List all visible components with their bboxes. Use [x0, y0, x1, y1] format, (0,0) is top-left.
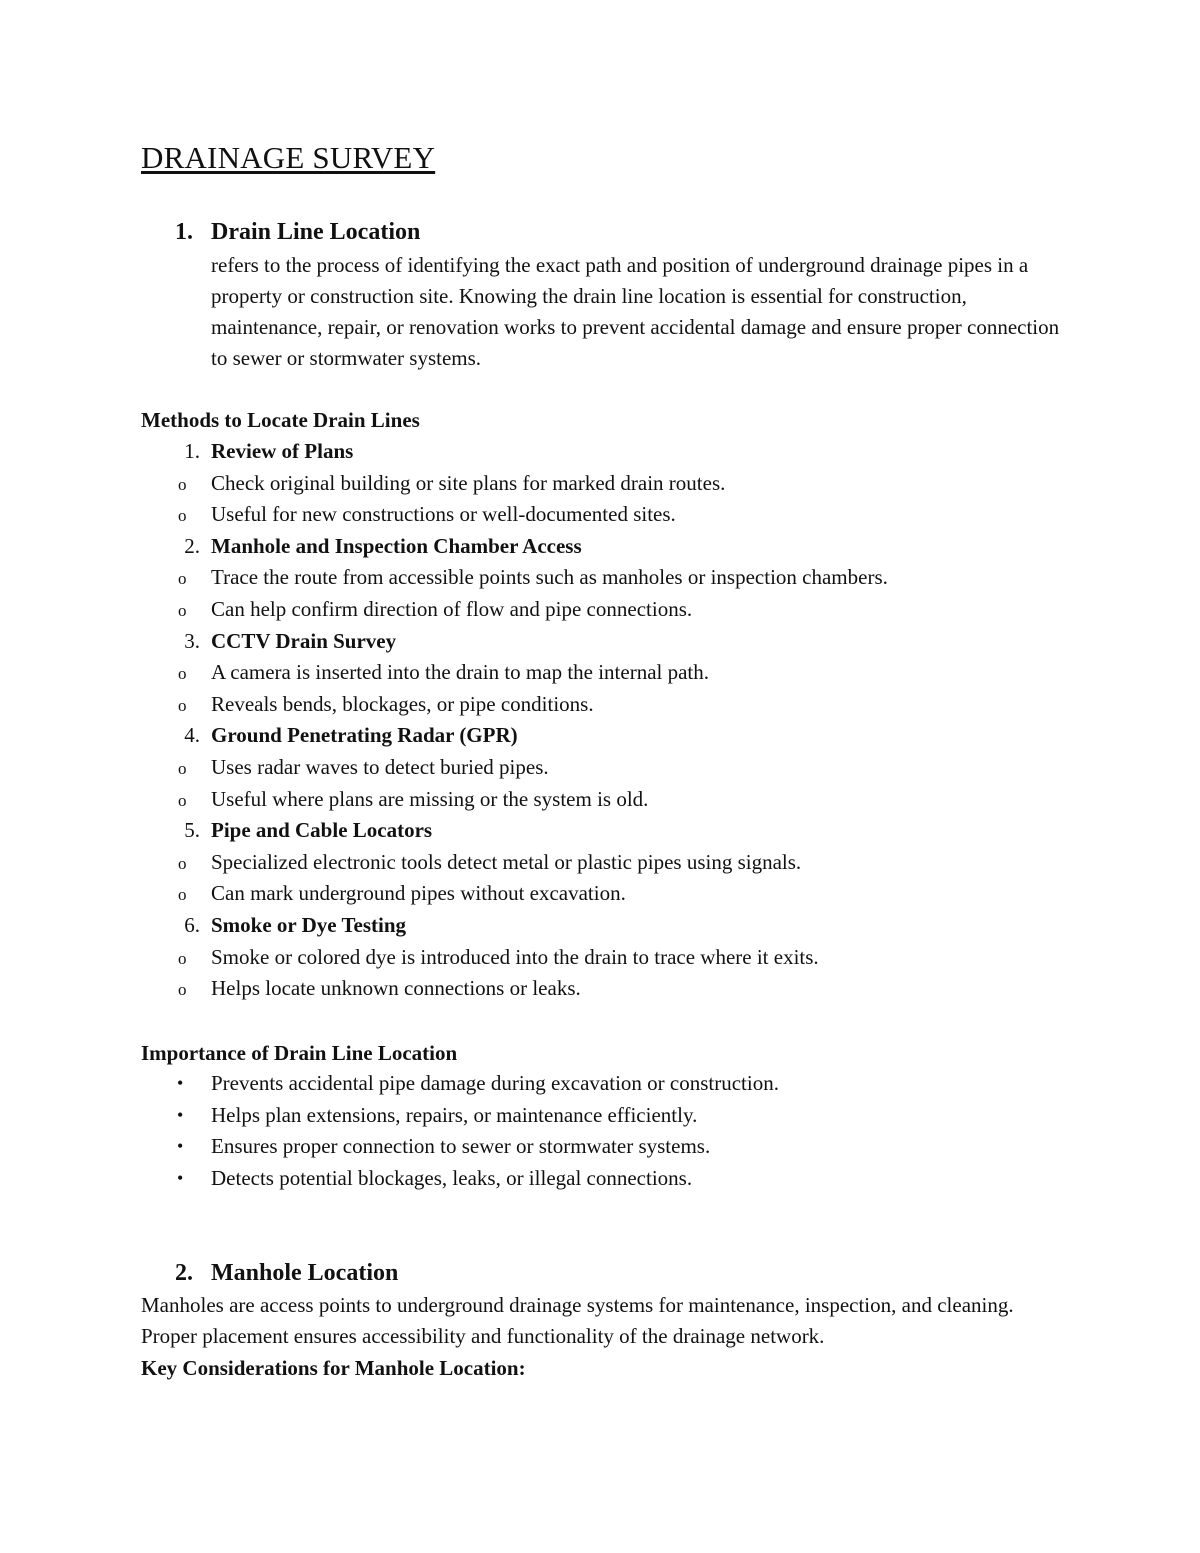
method-points: [141, 468, 888, 531]
importance-list: [141, 1068, 779, 1194]
point-text: Can help confirm direction of flow and pipe connections.: [211, 596, 693, 621]
point-text: A camera is inserted into the drain to map the internal path.: [211, 660, 710, 685]
section-1-description: refers to the process of identifying the exact path and position of underground drainage pipes in a property or construction site. Knowing the drain line location is essential for construction, maintenance, repair, or renovation works to prevent accidental damage and ensure proper connection to sewer or stormwater systems.: [211, 253, 1060, 370]
method-points: [141, 942, 888, 1005]
method-title: Smoke or Dye Testing: [211, 912, 407, 937]
point-text: Useful where plans are missing or the system is old.: [211, 786, 649, 811]
point-text: Helps locate unknown connections or leaks.: [211, 976, 581, 1001]
importance-item: [141, 1163, 779, 1195]
method-point: [141, 562, 888, 594]
method-item: [178, 720, 888, 815]
section-1-title: Drain Line Location: [211, 219, 421, 245]
document-title: DRAINAGE SURVEY: [141, 140, 436, 175]
importance-heading: Importance of Drain Line Location: [141, 1041, 458, 1065]
bullet-icon: •: [177, 1104, 184, 1125]
methods-heading: Methods to Locate Drain Lines: [141, 408, 420, 432]
point-marker: o: [178, 474, 187, 494]
method-item: [178, 531, 888, 626]
method-point: [141, 973, 888, 1005]
point-text: Check original building or site plans for marked drain routes.: [211, 470, 726, 495]
bullet-icon: •: [177, 1167, 184, 1188]
method-point: [141, 847, 888, 879]
methods-list: [178, 436, 888, 1005]
method-points: [141, 562, 888, 625]
method-points: [141, 657, 888, 720]
method-item: [178, 436, 888, 531]
point-marker: o: [178, 790, 187, 810]
method-title: CCTV Drain Survey: [211, 628, 397, 653]
method-number: 3.: [184, 628, 200, 653]
importance-text: Helps plan extensions, repairs, or maintenance efficiently.: [211, 1102, 698, 1127]
point-marker: o: [178, 506, 187, 526]
method-point: [141, 657, 888, 689]
importance-text: Detects potential blockages, leaks, or illegal connections.: [211, 1165, 693, 1190]
section-2-heading: [175, 1261, 398, 1285]
importance-text: Prevents accidental pipe damage during excavation or construction.: [211, 1071, 779, 1095]
point-text: Useful for new constructions or well-documented sites.: [211, 502, 676, 527]
point-marker: o: [178, 569, 187, 589]
method-number: 4.: [184, 723, 200, 748]
point-text: Uses radar waves to detect buried pipes.: [211, 754, 549, 779]
importance-item: [141, 1100, 779, 1132]
method-points: [141, 752, 888, 815]
section-2-description: Manholes are access points to underground drainage systems for maintenance, inspection, and cleaning. Proper placement ensures accessibility and functionality of the drainage network.: [141, 1293, 1014, 1348]
method-points: [141, 847, 888, 910]
method-number: 6.: [184, 912, 200, 937]
method-title: Manhole and Inspection Chamber Access: [211, 533, 582, 558]
method-number: 5.: [184, 818, 200, 843]
importance-item: [141, 1068, 779, 1100]
method-point: [141, 468, 888, 500]
method-number: 1.: [184, 439, 200, 463]
point-text: Reveals bends, blockages, or pipe conditions.: [211, 691, 594, 716]
method-item: [178, 815, 888, 910]
method-item: [178, 626, 888, 721]
method-point: [141, 689, 888, 721]
method-title: Pipe and Cable Locators: [211, 818, 433, 843]
point-marker: o: [178, 695, 187, 715]
point-text: Specialized electronic tools detect metal or plastic pipes using signals.: [211, 849, 802, 874]
point-marker: o: [178, 948, 187, 968]
section-2-number: 2.: [175, 1260, 193, 1286]
method-point: [141, 942, 888, 974]
method-title: Ground Penetrating Radar (GPR): [211, 723, 518, 748]
section-1-heading: [175, 220, 420, 244]
method-point: [141, 594, 888, 626]
method-point: [141, 752, 888, 784]
method-point: [141, 878, 888, 910]
point-text: Trace the route from accessible points such as manholes or inspection chambers.: [211, 565, 888, 590]
bullet-icon: •: [177, 1136, 184, 1157]
importance-item: [141, 1131, 779, 1163]
section-2-title: Manhole Location: [211, 1260, 399, 1286]
bullet-icon: •: [177, 1073, 184, 1093]
point-marker: o: [178, 885, 187, 905]
importance-text: Ensures proper connection to sewer or stormwater systems.: [211, 1134, 711, 1159]
point-marker: o: [178, 853, 187, 873]
method-point: [141, 499, 888, 531]
section-1-number: 1.: [175, 219, 193, 245]
point-text: Smoke or colored dye is introduced into the drain to trace where it exits.: [211, 944, 819, 969]
method-title: Review of Plans: [211, 439, 354, 463]
key-considerations-heading: Key Considerations for Manhole Location:: [141, 1356, 526, 1380]
point-marker: o: [178, 758, 187, 778]
point-text: Can mark underground pipes without excavation.: [211, 881, 626, 906]
point-marker: o: [178, 664, 187, 684]
point-marker: o: [178, 980, 187, 1000]
method-item: [178, 910, 888, 1005]
point-marker: o: [178, 600, 187, 620]
method-number: 2.: [184, 533, 200, 558]
method-point: [141, 784, 888, 816]
